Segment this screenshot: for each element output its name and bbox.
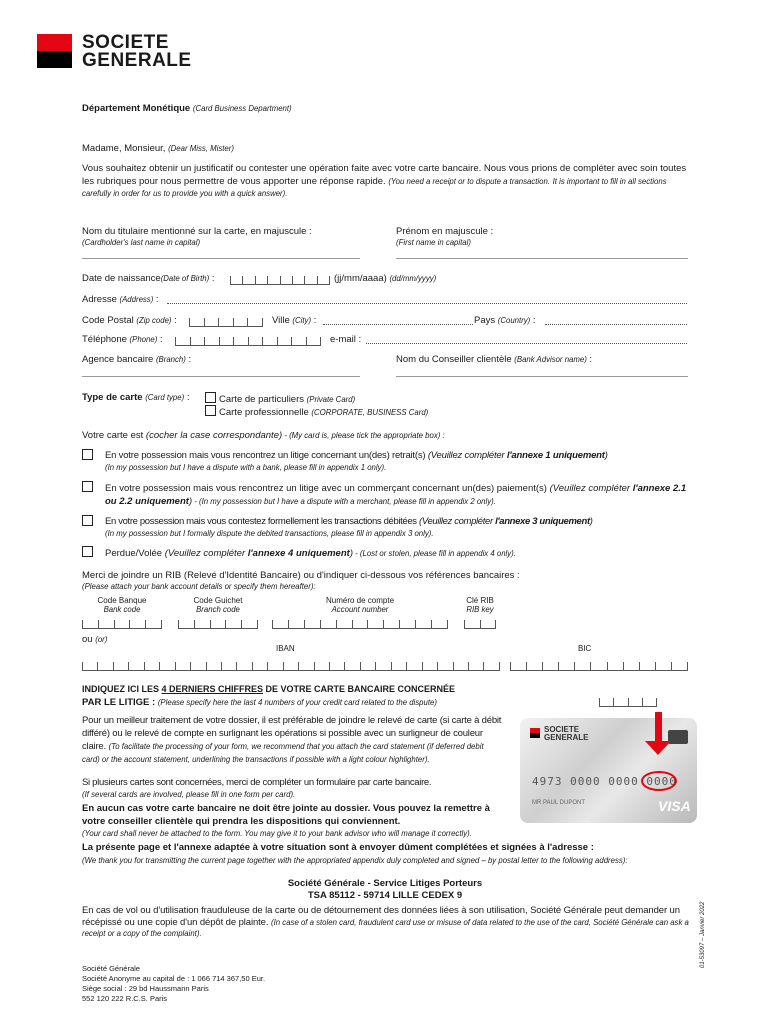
option3-text: En votre possession mais vous contestez formellement les transactions débitées (Veuillez compléter l'annexe 3 uniquement) [105, 516, 593, 527]
lastname-field[interactable] [82, 258, 360, 259]
phone-field[interactable] [175, 337, 321, 346]
rib-col-branch: Code Guichet Branch code [193, 596, 243, 614]
cardtype-pro-checkbox[interactable] [205, 405, 216, 416]
zip-label: Code Postal (Zip code) : [82, 315, 177, 326]
card-brand2: GENERALE [544, 733, 589, 742]
iban-label: IBAN [276, 644, 295, 653]
option2-checkbox[interactable] [82, 481, 93, 492]
card-brand1: SOCIETE [544, 725, 580, 734]
rib-intro-en: (Please attach your bank account details or specify them hereafter): [82, 582, 316, 591]
firstname-label: Prénom en majuscule : [396, 226, 494, 237]
dob-format: (jj/mm/aaaa) (dd/mm/yyyy) [334, 273, 437, 284]
send-title: La présente page et l'annexe adaptée à votre situation sont à envoyer dûment complétées et signées à l'adresse : [82, 842, 594, 853]
logo [37, 34, 227, 72]
logo-line1: SOCIETE [82, 32, 169, 53]
rib-bank-field[interactable] [82, 620, 162, 629]
zip-field[interactable] [189, 318, 263, 327]
option1-text: En votre possession mais vous rencontrez un litige concernant un(des) retrait(s) (Veuillez compléter l'annexe 1 uniquement) [105, 450, 608, 461]
warning-en: (Your card shall never be attached to the form. You may give it to your bank advisor who will manage it correctly). [82, 829, 472, 838]
country-field[interactable] [545, 324, 687, 325]
rib-branch-field[interactable] [178, 620, 258, 629]
address-label: Adresse (Address) : [82, 294, 159, 305]
card-number: 4973 0000 0000 0000 [532, 775, 677, 788]
cardtype-private-checkbox[interactable] [205, 392, 216, 403]
rib-key-field[interactable] [464, 620, 496, 629]
card-holder: MR PAUL DUPONT [532, 800, 586, 806]
iban-field[interactable] [82, 662, 500, 671]
card-highlight-circle [641, 771, 677, 791]
dob-label: Date de naissance(Date of Birth) : [82, 273, 215, 284]
yourcard-label: Votre carte est (cocher la case correspondante) - (My card is, please tick the appropriate box) : [82, 430, 445, 441]
cardtype-private[interactable]: Carte de particuliers (Private Card) [205, 392, 355, 405]
option3-en: (In my possession but I formally dispute the debited transactions, please fill in appendix 3 only). [105, 529, 434, 538]
logo-red-square [37, 34, 72, 51]
send-en: (We thank you for transmitting the current page together with the appropriated appendix duly completed and signed – by postal letter to the following address): [82, 856, 628, 865]
last4-title2: PAR LE LITIGE : (Please specify here the last 4 numbers of your credit card related to the dispute) [82, 697, 437, 708]
email-field[interactable] [366, 343, 687, 344]
rib-col-bank: Code Banque Bank code [97, 596, 147, 614]
card-network: VISA [658, 798, 691, 814]
advisor-field[interactable] [396, 376, 688, 377]
firstname-field[interactable] [396, 258, 688, 259]
cardtype-pro[interactable]: Carte professionnelle (CORPORATE, BUSINESS Card) [205, 405, 428, 418]
advisor-label: Nom du Conseiller clientèle (Bank Advisor name) : [396, 354, 593, 365]
card-logo-black [530, 733, 540, 738]
city-label: Ville (City) : [272, 315, 317, 326]
intro: Vous souhaitez obtenir un justificatif ou contester une opération faite avec votre carte bancaire. Nous vous prions de compléter avec soin toutes les rubriques pour nous permettre de vous apporter une réponse rapide. (You need a receipt or to dispute a transaction. It is important to fill in all sections carefully in order for us to provide you with a quick answer). [82, 163, 687, 198]
rib-intro: Merci de joindre un RIB (Relevé d'Identité Bancaire) ou d'indiquer ci-dessous vos références bancaires : [82, 570, 520, 581]
bic-label: BIC [578, 644, 592, 653]
card-chip [668, 730, 688, 744]
last4-title: INDIQUEZ ICI LES 4 DERNIERS CHIFFRES DE VOTRE CARTE BANCAIRE CONCERNÉE [82, 684, 456, 694]
email-label: e-mail : [330, 334, 362, 345]
option3-checkbox[interactable] [82, 515, 93, 526]
logo-line2: GENERALE [82, 50, 192, 71]
send-address1: Société Générale - Service Litiges Porteurs [287, 878, 483, 889]
option2-text: En votre possession mais vous rencontrez un litige avec un commerçant concernant un(des) paiement(s) (Veuillez compléter l'annexe 2.1 ou 2.2 uniquement) - (In my possession but I have a dispute with a merchant, please fill in appendix 2 only). [105, 483, 687, 507]
logo-black-square [37, 51, 72, 68]
lastname-label: Nom du titulaire mentionné sur la carte, en majuscule : [82, 226, 312, 237]
address-field[interactable] [167, 303, 687, 304]
bic-field[interactable] [510, 662, 688, 671]
rib-col-account: Numéro de compte Account number [325, 596, 395, 614]
footer-legal: Société Générale Société Anonyme au capital de : 1 066 714 367,50 Eur. Siège social : 29 bd Haussmann Paris 552 120 222 R.C.S. Paris [82, 964, 266, 1003]
card-illustration [520, 718, 697, 823]
rib-account-field[interactable] [272, 620, 448, 629]
arrow-icon [645, 741, 671, 755]
rib-or: ou (or) [82, 634, 108, 645]
rib-col-key: Clé RIB RIB key [466, 596, 494, 614]
advice: Pour un meilleur traitement de votre dossier, il est préférable de joindre le relevé de carte (si carte à débit différé) ou le relevé de compte en surlignant les opérations si possible avec un surligneur de couleur claire. (To facilitate the processing of your form, we recommend that you attach the card statement (if deferred debit card) or the account statement, underlining the transactions if possible with a light colour highlighter). [82, 715, 502, 764]
send-address2: TSA 85112 - 59714 LILLE CEDEX 9 [307, 890, 463, 901]
dob-field[interactable] [230, 276, 330, 285]
footer-ref: 01-53097 – Janvier 2022 [700, 901, 706, 968]
last4-field[interactable] [599, 698, 657, 707]
option4-checkbox[interactable] [82, 546, 93, 557]
department: Département Monétique (Card Business Department) [82, 103, 292, 114]
option4-text: Perdue/Volée (Veuillez compléter l'annexe 4 uniquement) - (Lost or stolen, please fill in appendix 4 only). [105, 548, 516, 559]
firstname-label-en: (First name in capital) [396, 238, 471, 247]
city-field[interactable] [323, 324, 473, 325]
phone-label: Téléphone (Phone) : [82, 334, 163, 345]
branch-label: Agence bancaire (Branch) : [82, 354, 192, 365]
country-label: Pays (Country) : [474, 315, 536, 326]
theft-notice: En cas de vol ou d'utilisation frauduleuse de la carte ou de détournement des données liées à son utilisation, Société Générale peut demander un récépissé ou une copie d'un dépôt de plainte. (In case of a stolen card, fraudulent card use or misuse of data related to the use of the card, Société Générale can ask a receipt or a copy of the complaint). [82, 905, 689, 938]
arrow-stem [655, 712, 662, 742]
multi-card: Si plusieurs cartes sont concernées, merci de compléter un formulaire par carte bancaire. (If several cards are involved, please fill in one form per card). [82, 777, 432, 799]
option1-en: (In my possession but I have a dispute with a bank, please fill in appendix 1 only). [105, 463, 387, 472]
option1-checkbox[interactable] [82, 449, 93, 460]
cardtype-label: Type de carte (Card type) : [82, 392, 190, 403]
greeting: Madame, Monsieur, (Dear Miss, Mister) [82, 143, 234, 154]
warning: En aucun cas votre carte bancaire ne doit être jointe au dossier. Vous pouvez la remettre à votre conseiller clientèle qui prendra les dispositions qui conviennent. [82, 803, 490, 827]
branch-field[interactable] [82, 376, 360, 377]
lastname-label-en: (Cardholder's last name in capital) [82, 238, 201, 247]
